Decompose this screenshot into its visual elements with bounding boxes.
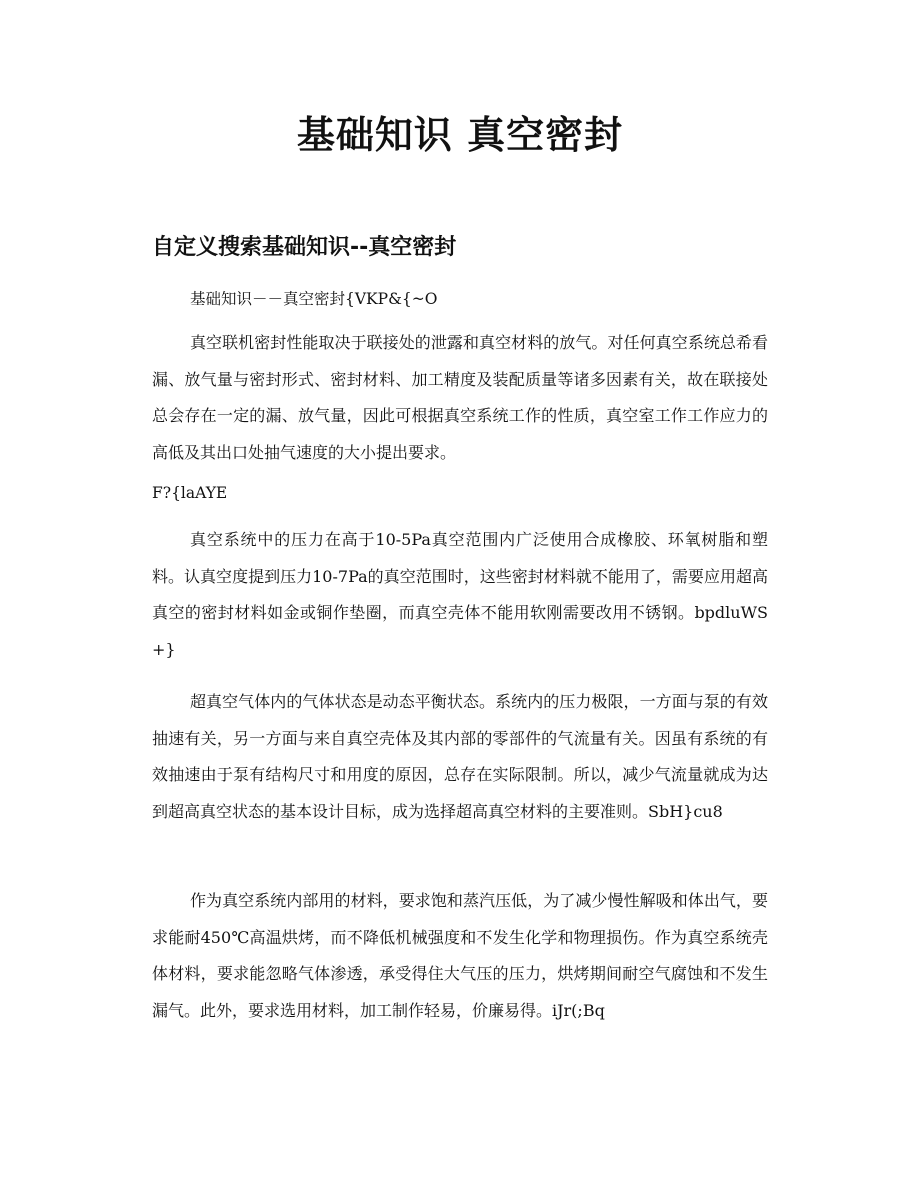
subheading: 基础知识－－真空密封{VKP&{~O <box>190 290 438 308</box>
text-fragment: F?{laAYE <box>152 484 228 502</box>
paragraph: 作为真空系统内部用的材料，要求饱和蒸汽压低，为了减少慢性解吸和体出气，要求能耐450℃高温烘烤，而不降低机械强度和不发生化学和物理损伤。作为真空系统壳体材料，要求能忽略气体渗透，承受得住大气压的压力，烘烤期间耐空气腐蚀和不发生漏气。此外，要求选用材料，加工制作轻易，价廉易得。iJr(;Bq <box>152 891 768 1020</box>
section-heading: 自定义搜索基础知识--真空密封 <box>152 235 457 260</box>
document-title: 基础知识 真空密封 <box>296 113 624 157</box>
paragraph: 超真空气体内的气体状态是动态平衡状态。系统内的压力极限，一方面与泵的有效抽速有关，另一方面与来自真空壳体及其内部的零部件的气流量有关。因虽有系统的有效抽速由于泵有结构尺寸和用度的原因，总存在实际限制。所以，减少气流量就成为达到超高真空状态的基本设计目标，成为选择超高真空材料的主要准则。SbH}cu8 <box>152 692 768 821</box>
paragraph: 真空系统中的压力在高于10-5Pa真空范围内广泛使用合成橡胶、环氧树脂和塑料。认真空度提到压力10-7Pa的真空范围时，这些密封材料就不能用了，需要应用超高真空的密封材料如金或铜作垫圈，而真空壳体不能用软刚需要改用不锈钢。bpdluWS+} <box>152 530 768 659</box>
paragraph: 真空联机密封性能取决于联接处的泄露和真空材料的放气。对任何真空系统总希看漏、放气量与密封形式、密封材料、加工精度及装配质量等诸多因素有关，故在联接处总会存在一定的漏、放气量，因此可根据真空系统工作的性质，真空室工作工作应力的高低及其出口处抽气速度的大小提出要求。 <box>152 333 768 462</box>
